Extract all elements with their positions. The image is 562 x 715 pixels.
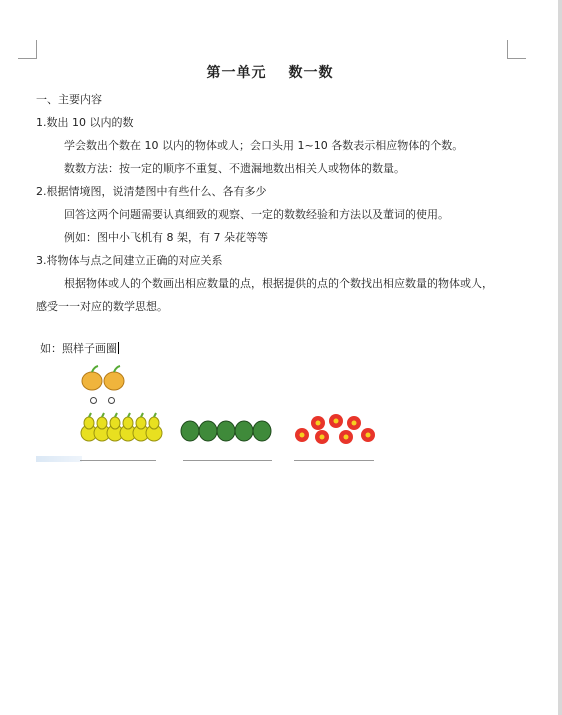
flower-icon bbox=[311, 416, 325, 430]
item-1-heading: 1.数出 10 以内的数 bbox=[36, 116, 134, 129]
flower-icon bbox=[329, 414, 343, 428]
flower-icon bbox=[347, 416, 361, 430]
answer-line-flowers[interactable] bbox=[294, 460, 374, 461]
cucumber-icon bbox=[181, 421, 199, 441]
cucumber-icon bbox=[217, 421, 235, 441]
answer-line-cucumbers[interactable] bbox=[183, 460, 272, 461]
section-heading: 一、主要内容 bbox=[36, 93, 102, 106]
item-1-line-1: 学会数出个数在 10 以内的物体或人；会口头用 1~10 各数表示相应物体的个数。 bbox=[64, 139, 464, 152]
item-2-line-2: 例如：图中小飞机有 8 架，有 7 朵花等等 bbox=[64, 231, 268, 244]
example-label-text: 如：照样子画圈 bbox=[40, 342, 117, 355]
flower-icon bbox=[315, 430, 329, 444]
item-3-line-2: 感受一一对应的数学思想。 bbox=[36, 300, 168, 313]
answer-line-pears[interactable] bbox=[80, 460, 156, 461]
cucumber-icon bbox=[235, 421, 253, 441]
pear-icon bbox=[146, 413, 162, 441]
title-topic: 数一数 bbox=[288, 65, 334, 81]
apple-icon bbox=[104, 366, 124, 390]
flower-icon bbox=[339, 430, 353, 444]
item-2-line-1: 回答这两个问题需要认真细致的观察、一定的数数经验和方法以及董词的使用。 bbox=[64, 208, 449, 221]
apple-icon bbox=[82, 366, 102, 390]
highlight-mark bbox=[36, 456, 82, 462]
item-3-line-1: 根据物体或人的个数画出相应数量的点，根据提供的点的个数找出相应数量的物体或人， bbox=[64, 277, 493, 290]
item-3-heading: 3.将物体与点之间建立正确的对应关系 bbox=[36, 254, 223, 267]
title-unit: 第一单元 bbox=[206, 65, 267, 81]
sample-circle bbox=[108, 397, 115, 404]
sample-circle bbox=[90, 397, 97, 404]
flower-icon bbox=[295, 428, 309, 442]
item-1-line-2: 数数方法：按一定的顺序不重复、不遗漏地数出相关人或物体的数量。 bbox=[64, 162, 405, 175]
cucumber-icon bbox=[253, 421, 271, 441]
item-2-heading: 2.根据情境图，说清楚图中有些什么、各有多少 bbox=[36, 185, 267, 198]
flower-icon bbox=[361, 428, 375, 442]
cucumber-icon bbox=[199, 421, 217, 441]
